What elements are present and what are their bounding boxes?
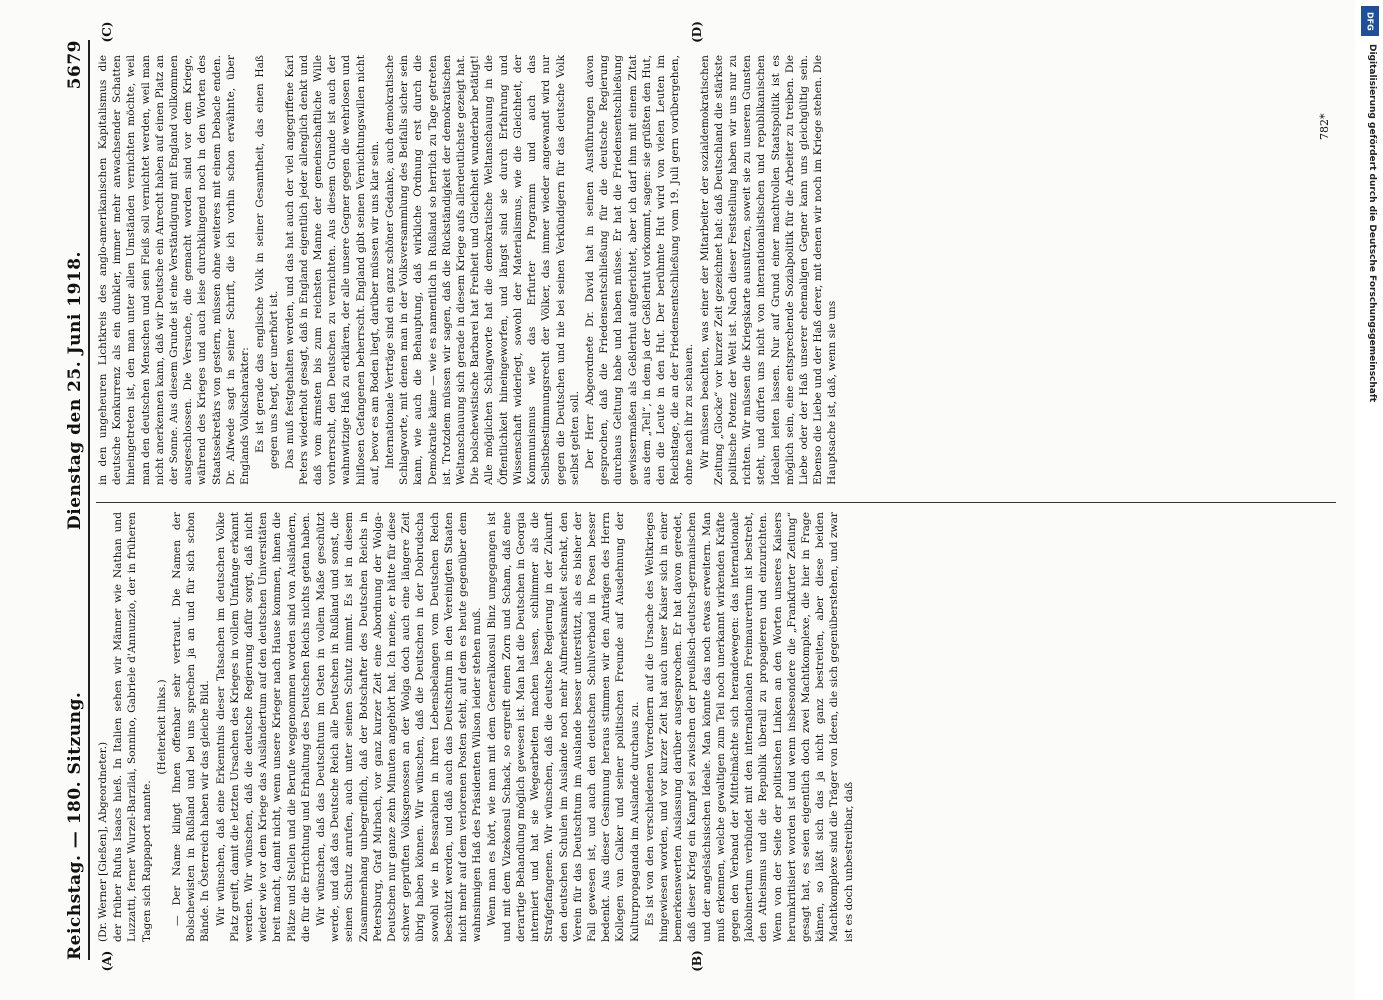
margin-marker-d: (D)	[690, 21, 704, 43]
paragraph: Internationale Verträge sind ein ganz schöner Gedanke, auch demokratische Schlagworte, mit denen man in der Volksversammlung des Beifalls sicher sein kann, wie auch die Behauptung, daß wirkliche Ordnung erst durch die Demokratie käme — wie es namentlich in Rußland so herrlich zu Tage getreten ist. Trotzdem müssen wir sagen, daß die Rückständigkeit der demokratischen Weltanschauung sich gerade in diesem Kriege aufs allerdeutlichste gezeigt hat. Die bolschewistische Barbarei hat Freiheit und Gleichheit wunderbar betätigt! Alle möglichen Schlagworte hat die demokratische Weltanschauung in die Öffentlichkeit hineingeworfen, und längst sind sie durch Erfahrung und Wissenschaft widerlegt, sowohl der Materialismus, wie die Gleichheit, der Kommunismus wie das Erfurter Programm und auch das Selbstbestimmungsrecht der Völker, das immer wieder angewandt wird nur gegen die Deutschen und nie bei seinen Verkündigern für das deutsche Volk selbst gelten soll.	[384, 55, 581, 485]
paragraph: Es ist von den verschiedenen Vorrednern auf die Ursache des Weltkrieges hingewiesen worden, und vor kurzer Zeit hat auch unser Kaiser sich in einer bemerkenswerten Auslassung darüber ausgesprochen. Er hat davon geredet, daß dieser Krieg ein Kampf sei zwischen der preußisch-deutsch-germanischen und der angelsächsischen Ideale. Man könnte das noch etwas erweitern. Man muß erkennen, welche gewaltigen zum Teil noch unerkannt wirkenden Kräfte gegen den Verband der Mittelmächte sich herandewegen: das internationale Jakobinertum verbündet mit den internationalen Freimaurertum ist bestrebt, den Atheismus und die Republik überall zu propagieren und einzurichten. Wenn von der Seite der politischen Linken an den Worten unseres Kaisers herumkritisiert worden ist und wenn insbesondere die „Frankfurter Zeitung“ gesagt hat, es seien eigentlich doch zwei Machtkomplexe, die hier in Frage kämen, so läßt sich das ja nicht ganz bestreiten, aber diese beiden Machtkomplexe sind die Träger von Ideen, die sich gegenüberstehen, und zwar ist es doch unbestreitbar, daß	[643, 512, 855, 942]
right-column	[96, 55, 1336, 485]
paragraph: Wir müssen beachten, was einer der Mitarbeiter der sozialdemokratischen Zeitung „Glocke“ vor kurzer Zeit gezeichnet hat: daß Deutschland die stärkste politische Potenz der Welt ist. Nach dieser Feststellung haben wir uns nur zu richten. Wir müssen die Kriegskarte ausnützen, soweit sie zu unseren Gunsten steht, und dürfen uns nicht von internationalistischen und republikanischen Idealen leiten lassen. Nur auf Grund einer machtvollen Staatspolitik ist es möglich sein, eine entsprechende Sozialpolitik für die Arbeiter zu treiben. Die Liebe oder der Haß unserer ehemaligen Gegner kann uns gleichgültig sein. Ebenso die Liebe und der Haß derer, mit denen wir noch im Kriege stehen. Die Hauptsache ist, daß, wenn sie uns	[698, 55, 839, 485]
column-divider	[96, 502, 1336, 503]
margin-marker-b: (B)	[690, 950, 704, 972]
left-column	[96, 512, 1336, 942]
signature-mark: 782*	[1318, 113, 1331, 140]
dfg-credit: Digitalisierung gefördert durch die Deutsche Forschungsgemeinschaft	[1367, 44, 1377, 403]
watermark-strip	[1355, 0, 1383, 1000]
quotation: Es ist gerade das englische Volk in seiner Gesamtheit, das einen Haß gegen uns hegt, der unerhört ist.	[254, 55, 281, 469]
page-header	[55, 40, 85, 960]
paragraph: Das muß festgehalten werden, und das hat auch der viel angegriffene Karl Peters wiederholt gesagt, daß in England eigentlich jeder allenglich denkt und daß vom ärmsten bis zum reichsten Manne der gemeinschaftliche Wille vorherrscht, den Deutschen zu vernichten. Aus diesem Grunde ist auch der wahnwitzige Haß zu erklären, der alle unsere Gegner gegen die wehrlosen und hilflosen Gefangenen beherrscht. England gibt seinen Vernichtungswillen nicht auf, bevor es am Boden liegt, darüber müssen wir uns klar sein.	[283, 55, 381, 485]
header-date: Dienstag den 25. Juni 1918.	[65, 251, 85, 530]
paragraph: Der Herr Abgeordnete Dr. David hat in seinen Ausführungen davon gesprochen, daß die Friedensentschließung für die deutsche Regierung durchaus Geltung habe und haben müsse. Er hat die Friedensentschließung gewissermaßen als Geßlerhut aufgerichtet, aber ich darf ihm mit einem Zitat aus dem „Tell“, in dem ja der Geßlerhut vorkommt, sagen: sie grüßten den Hut, den die Leute in den Hut. Der berühmte Hut wird von vielen Leuten im Reichstage, die an der Friedensentschließung vom 19. Juli gern vorübergehen, ohne nach ihr zu schauen.	[583, 55, 696, 485]
page-number: 5679	[65, 40, 85, 90]
paragraph: Wir wünschen, daß eine Erkenntnis dieser Tatsachen im deutschen Volke Platz greift, damit die letzten Ursachen des Krieges in vollem Umfange erkannt werden. Wir wünschen, daß die deutsche Regierung dafür sorgt, daß nicht wieder wie vor dem Kriege das Ausländertum auf den deutschen Universitäten breit macht, damit nicht, wenn unsere Krieger nach Hause kommen, ihnen die Plätze und Stellen und die Berufe weggenommen worden sind von Ausländern, die für die Errichtung und Erhaltung des Deutschen Reichs nichts getan haben.	[214, 512, 312, 942]
paragraph: der früher Rufus Isaacs hieß. In Italien sehen wir Männer wie Nathan und Luzzatti, ferner Wurzel-Barzilai, Sonnino, Gabriele d'Annunzio, der in früheren Tagen sich Rappaport nannte.	[112, 512, 153, 942]
speaker-line: (Dr. Werner [Gießen], Abgeordneter.)	[97, 741, 109, 942]
margin-marker-a: (A)	[100, 950, 114, 972]
dfg-logo: DFG	[1361, 6, 1379, 36]
interjection: (Heiterkeit links.)	[155, 679, 168, 775]
header-rule	[88, 40, 90, 960]
margin-marker-c: (C)	[100, 21, 114, 43]
paragraph: — Der Name klingt Ihnen offenbar sehr vertraut. Die Namen der Bolschewisten in Rußland und bei uns sprechen ja an und für sich schon Bände. In Österreich haben wir das gleiche Bild.	[171, 512, 212, 942]
header-left: Reichstag. — 180. Sitzung.	[65, 691, 85, 960]
paragraph: Wenn man es hört, wie man mit dem Generalkonsul Binz umgegangen ist und mit dem Vizekonsul Schack, so ergreift einen Zorn und Scham, daß eine derartige Behandlung möglich gewesen ist. Man hat die Deutschen in Georgia interniert und hat sie Wegearbeiten machen lassen, schlimmer als die Strafgefangenen. Wir wünschen, daß die deutsche Regierung in der Zukunft den deutschen Schulen im Auslande noch mehr Aufmerksamkeit schenkt, den Verein für das Deutschtum im Auslande besser unterstützt, als es bisher der Fall gewesen ist, und auch den deutschen Schulverband in Posen besser bedenkt. Aus dieser Gesinnung heraus stimmen wir den Anträgen des Herrn Kollegen van Calker und seiner politischen Freunde auf Ausdehnung der Kulturpropaganda im Auslande durchaus zu.	[486, 512, 641, 942]
paragraph: Wir wünschen, daß das Deutschtum im Osten in vollem Maße geschützt werde, und daß das Deutsche Reich alle Deutschen in Rußland und sonst, die seinen Schutz anrufen, auch unter seinen Schutz nimmt. Es ist in diesem Zusammenhang unbegreiflich, daß der Botschafter des Deutschen Reichs in Petersburg, Graf Mirbach, vor ganz kurzer Zeit eine Abordnung der Wolga-Deutschen nur ganze zehn Minuten angehört hat. Ich meine, er hätte für diese schwer geprüften Volksgenossen an der Wolga doch auch eine längere Zeit übrig haben können. Wir wünschen, daß die Deutschen in der Dobrudscha sowohl wie in Bessarabien in ihren Lebensbelangen vom Deutschen Reich beschützt werden, und daß auch das Deutschtum in den Vereinigten Staaten nicht mehr auf dem verlorenen Posten steht, auf dem es heute gegenüber dem wahnsinnigen Haß des Präsidenten Wilson leider stehen muß.	[315, 512, 484, 942]
paragraph: in den ungeheuren Lichtkreis des anglo-amerikanischen Kapitalismus die deutsche Konkurrenz als ein dunkler, immer mehr anwachsender Schatten hineingetreten ist, den man unter allen Umständen vernichten möchte, weil man den deutschen Menschen und sein Fleiß soll vernichtet werden, weil man nicht anerkennen kann, daß wir Deutsche ein Anrecht haben auf einen Platz an der Sonne. Aus diesem Grunde ist eine Verständigung mit England vollkommen ausgeschlossen. Die Versuche, die gemacht worden sind vor dem Kriege, während des Krieges und auch leise durchklingend noch in den Worten des Staatssekretärs von gestern, müssen ohne weiteres mit einem Debacle enden. Dr. Alfwede sagt in seiner Schrift, die ich vorhin schon erwähnte, über Englands Volkscharakter:	[97, 55, 252, 485]
